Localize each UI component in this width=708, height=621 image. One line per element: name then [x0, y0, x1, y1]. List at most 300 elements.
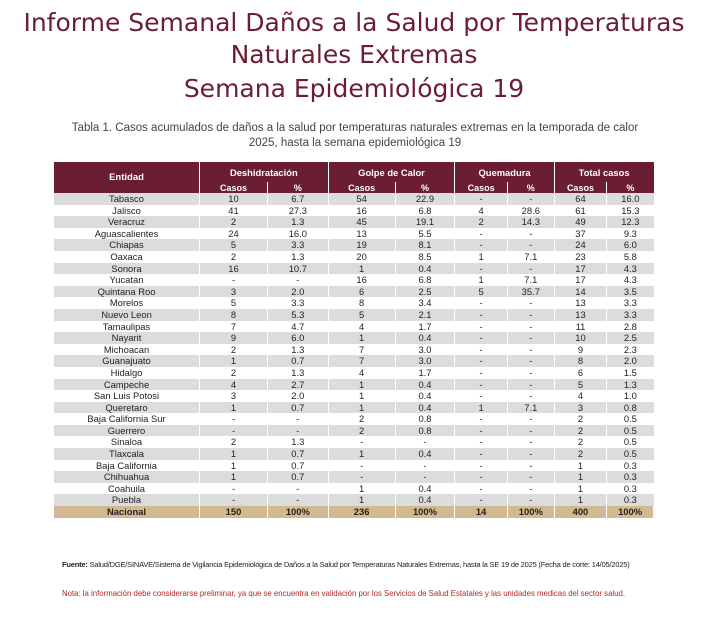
- value-cell: 2: [200, 436, 268, 448]
- value-cell: 0.8: [395, 425, 455, 437]
- value-cell: -: [455, 309, 508, 321]
- value-cell: 16: [328, 274, 395, 286]
- value-cell: 0.7: [268, 460, 329, 472]
- value-cell: 8.5: [395, 251, 455, 263]
- value-cell: -: [455, 228, 508, 240]
- preliminary-note: Nota: la información debe considerarse preliminar, ya que se encuentra en validación por los Servicios de Salud Estatales y las unidades medicas del sector salud.: [62, 589, 625, 598]
- value-cell: 9: [200, 332, 268, 344]
- value-cell: 0.4: [395, 263, 455, 275]
- value-cell: 2.8: [607, 321, 654, 333]
- value-cell: 1: [328, 263, 395, 275]
- value-cell: 5: [455, 286, 508, 298]
- value-cell: 0.7: [268, 402, 329, 414]
- value-cell: 1.3: [268, 251, 329, 263]
- table-row: [54, 413, 654, 425]
- value-cell: 4: [328, 367, 395, 379]
- value-cell: -: [455, 344, 508, 356]
- value-cell: 16.0: [607, 193, 654, 205]
- value-cell: 28.6: [507, 205, 554, 217]
- value-cell: 1: [200, 402, 268, 414]
- table-row: [54, 471, 654, 483]
- value-cell: -: [455, 332, 508, 344]
- value-cell: -: [200, 494, 268, 506]
- value-cell: 0.5: [607, 436, 654, 448]
- value-cell: 0.8: [607, 402, 654, 414]
- sub-header-pct: %: [268, 182, 329, 193]
- value-cell: -: [268, 483, 329, 495]
- value-cell: 3: [554, 402, 606, 414]
- table-row: [54, 297, 654, 309]
- value-cell: 7.1: [507, 251, 554, 263]
- table-row: [54, 367, 654, 379]
- value-cell: -: [507, 448, 554, 460]
- value-cell: 3.3: [607, 297, 654, 309]
- entidad-cell: Quintana Roo: [54, 286, 200, 298]
- value-cell: 12.3: [607, 216, 654, 228]
- source-note: [62, 560, 630, 569]
- value-cell: 10: [554, 332, 606, 344]
- value-cell: 6.8: [395, 274, 455, 286]
- value-cell: -: [507, 239, 554, 251]
- sub-header-casos: Casos: [200, 182, 268, 193]
- entidad-cell: Queretaro: [54, 402, 200, 414]
- value-cell: 0.4: [395, 402, 455, 414]
- sub-header-casos: Casos: [554, 182, 606, 193]
- entidad-cell: Michoacan: [54, 344, 200, 356]
- sub-header-pct: %: [395, 182, 455, 193]
- value-cell: 2.0: [268, 390, 329, 402]
- value-cell: 15.3: [607, 205, 654, 217]
- total-cell: 100%: [395, 506, 455, 518]
- value-cell: 1: [328, 494, 395, 506]
- value-cell: 1: [554, 483, 606, 495]
- value-cell: -: [328, 460, 395, 472]
- value-cell: -: [507, 332, 554, 344]
- value-cell: 64: [554, 193, 606, 205]
- value-cell: 2: [200, 367, 268, 379]
- value-cell: 0.5: [607, 448, 654, 460]
- value-cell: 1: [455, 274, 508, 286]
- table-row: [54, 239, 654, 251]
- value-cell: 8.1: [395, 239, 455, 251]
- value-cell: -: [507, 367, 554, 379]
- value-cell: 7: [328, 344, 395, 356]
- table-row: [54, 344, 654, 356]
- value-cell: 6: [554, 367, 606, 379]
- value-cell: -: [268, 425, 329, 437]
- value-cell: -: [200, 413, 268, 425]
- value-cell: 24: [554, 239, 606, 251]
- value-cell: 0.4: [395, 494, 455, 506]
- value-cell: 4: [328, 321, 395, 333]
- value-cell: -: [455, 436, 508, 448]
- value-cell: 5.3: [268, 309, 329, 321]
- value-cell: -: [455, 494, 508, 506]
- value-cell: -: [268, 494, 329, 506]
- entidad-cell: Tamaulipas: [54, 321, 200, 333]
- entidad-cell: Guanajuato: [54, 355, 200, 367]
- value-cell: 1.0: [607, 390, 654, 402]
- value-cell: 1: [328, 448, 395, 460]
- value-cell: -: [507, 344, 554, 356]
- value-cell: 4.3: [607, 263, 654, 275]
- table-row: [54, 355, 654, 367]
- value-cell: -: [507, 193, 554, 205]
- table-row: [54, 286, 654, 298]
- table-row: [54, 483, 654, 495]
- value-cell: 14: [554, 286, 606, 298]
- value-cell: 9: [554, 344, 606, 356]
- value-cell: -: [507, 436, 554, 448]
- value-cell: 23: [554, 251, 606, 263]
- value-cell: 9.3: [607, 228, 654, 240]
- value-cell: -: [507, 471, 554, 483]
- report-title-line1: Informe Semanal Daños a la Salud por Temperaturas: [23, 8, 685, 37]
- entidad-cell: Campeche: [54, 379, 200, 391]
- value-cell: -: [200, 274, 268, 286]
- value-cell: 1.3: [607, 379, 654, 391]
- value-cell: 6: [328, 286, 395, 298]
- value-cell: 2.3: [607, 344, 654, 356]
- value-cell: 10: [200, 193, 268, 205]
- entidad-cell: Veracruz: [54, 216, 200, 228]
- value-cell: 10.7: [268, 263, 329, 275]
- value-cell: 0.4: [395, 390, 455, 402]
- value-cell: 1: [328, 402, 395, 414]
- value-cell: -: [268, 413, 329, 425]
- value-cell: 4: [554, 390, 606, 402]
- value-cell: -: [507, 460, 554, 472]
- value-cell: 1.7: [395, 321, 455, 333]
- value-cell: 0.4: [395, 483, 455, 495]
- value-cell: 7.1: [507, 274, 554, 286]
- value-cell: 3.0: [395, 355, 455, 367]
- value-cell: -: [455, 460, 508, 472]
- value-cell: 2: [554, 425, 606, 437]
- value-cell: 1: [200, 355, 268, 367]
- value-cell: -: [507, 494, 554, 506]
- value-cell: 0.4: [395, 379, 455, 391]
- value-cell: 6.0: [607, 239, 654, 251]
- entidad-cell: Nayarit: [54, 332, 200, 344]
- value-cell: 5: [200, 239, 268, 251]
- value-cell: -: [395, 436, 455, 448]
- value-cell: 16: [328, 205, 395, 217]
- entidad-cell: Guerrero: [54, 425, 200, 437]
- value-cell: 2.0: [268, 286, 329, 298]
- value-cell: 14.3: [507, 216, 554, 228]
- value-cell: 0.8: [395, 413, 455, 425]
- entidad-cell: Jalisco: [54, 205, 200, 217]
- entidad-cell: Sinaloa: [54, 436, 200, 448]
- value-cell: -: [328, 436, 395, 448]
- value-cell: 1: [554, 471, 606, 483]
- entidad-cell: Morelos: [54, 297, 200, 309]
- total-cell: 236: [328, 506, 395, 518]
- value-cell: 2.1: [395, 309, 455, 321]
- value-cell: -: [200, 483, 268, 495]
- value-cell: 3.3: [268, 297, 329, 309]
- value-cell: 1: [328, 483, 395, 495]
- table-row: [54, 494, 654, 506]
- value-cell: 11: [554, 321, 606, 333]
- value-cell: 5.8: [607, 251, 654, 263]
- value-cell: 2.5: [607, 332, 654, 344]
- value-cell: -: [455, 425, 508, 437]
- value-cell: -: [507, 390, 554, 402]
- entidad-cell: Baja California Sur: [54, 413, 200, 425]
- sub-header-pct: %: [507, 182, 554, 193]
- source-label: Fuente:: [62, 560, 88, 569]
- value-cell: -: [200, 425, 268, 437]
- value-cell: 4.3: [607, 274, 654, 286]
- value-cell: 7: [328, 355, 395, 367]
- table-row: [54, 263, 654, 275]
- table-row: [54, 228, 654, 240]
- total-row: [54, 506, 654, 518]
- value-cell: 5: [328, 309, 395, 321]
- value-cell: 35.7: [507, 286, 554, 298]
- value-cell: -: [507, 263, 554, 275]
- value-cell: 7.1: [507, 402, 554, 414]
- value-cell: 2: [200, 251, 268, 263]
- total-cell: 100%: [507, 506, 554, 518]
- value-cell: 2: [200, 344, 268, 356]
- value-cell: 13: [554, 309, 606, 321]
- value-cell: 61: [554, 205, 606, 217]
- value-cell: -: [268, 274, 329, 286]
- value-cell: 19.1: [395, 216, 455, 228]
- value-cell: 1.3: [268, 436, 329, 448]
- group-header-golpe-calor: Golpe de Calor: [328, 162, 455, 182]
- value-cell: 5: [200, 297, 268, 309]
- total-cell: 400: [554, 506, 606, 518]
- value-cell: 0.3: [607, 483, 654, 495]
- table-row: [54, 402, 654, 414]
- value-cell: 1.3: [268, 344, 329, 356]
- group-header-total: Total casos: [554, 162, 653, 182]
- entidad-cell: Hidalgo: [54, 367, 200, 379]
- value-cell: 3.3: [607, 309, 654, 321]
- value-cell: 24: [200, 228, 268, 240]
- table-row: [54, 205, 654, 217]
- table-caption: Tabla 1. Casos acumulados de daños a la salud por temperaturas naturales extremas en la temporada de calor 2025, hasta la semana epidemiológica 19: [71, 122, 639, 149]
- value-cell: -: [455, 193, 508, 205]
- value-cell: 5.5: [395, 228, 455, 240]
- value-cell: 4: [200, 379, 268, 391]
- entidad-cell: Chihuahua: [54, 471, 200, 483]
- value-cell: 4.7: [268, 321, 329, 333]
- value-cell: -: [455, 355, 508, 367]
- value-cell: 1: [455, 251, 508, 263]
- value-cell: 0.7: [268, 448, 329, 460]
- value-cell: 0.4: [395, 332, 455, 344]
- value-cell: 0.5: [607, 425, 654, 437]
- value-cell: 2: [455, 216, 508, 228]
- value-cell: -: [455, 367, 508, 379]
- entidad-cell: Tlaxcala: [54, 448, 200, 460]
- value-cell: -: [395, 471, 455, 483]
- value-cell: -: [455, 379, 508, 391]
- value-cell: 3: [200, 390, 268, 402]
- value-cell: 1: [200, 448, 268, 460]
- table-row: [54, 460, 654, 472]
- total-cell: 100%: [268, 506, 329, 518]
- value-cell: 1: [554, 460, 606, 472]
- value-cell: 16.0: [268, 228, 329, 240]
- value-cell: 37: [554, 228, 606, 240]
- group-header-deshidratacion: Deshidratación: [200, 162, 329, 182]
- table-row: [54, 436, 654, 448]
- value-cell: 0.5: [607, 413, 654, 425]
- source-text: Salud/DGE/SINAVE/Sistema de Vigilancia Epidemiológica de Daños a la Salud por Temperaturas Naturales Extremas, hasta la SE 19 de 2025 (Fecha de corte: 14/05/2025): [87, 560, 630, 569]
- entidad-cell: Baja California: [54, 460, 200, 472]
- value-cell: 6.0: [268, 332, 329, 344]
- value-cell: 3: [200, 286, 268, 298]
- value-cell: 4: [455, 205, 508, 217]
- value-cell: -: [507, 425, 554, 437]
- table-row: [54, 425, 654, 437]
- table-row: [54, 332, 654, 344]
- value-cell: 1: [554, 494, 606, 506]
- sub-header-casos: Casos: [455, 182, 508, 193]
- value-cell: -: [507, 309, 554, 321]
- table-row: [54, 448, 654, 460]
- value-cell: 1.7: [395, 367, 455, 379]
- entidad-cell: San Luis Potosi: [54, 390, 200, 402]
- value-cell: 13: [328, 228, 395, 240]
- col-entidad-header: Entidad: [54, 162, 200, 193]
- value-cell: -: [455, 390, 508, 402]
- value-cell: 0.3: [607, 471, 654, 483]
- table-row: [54, 379, 654, 391]
- cases-table: [54, 162, 654, 518]
- value-cell: 1: [328, 332, 395, 344]
- value-cell: -: [455, 239, 508, 251]
- value-cell: -: [507, 228, 554, 240]
- value-cell: 0.3: [607, 494, 654, 506]
- value-cell: 8: [328, 297, 395, 309]
- value-cell: 0.7: [268, 471, 329, 483]
- value-cell: 6.8: [395, 205, 455, 217]
- entidad-cell: Coahuila: [54, 483, 200, 495]
- value-cell: 2: [554, 448, 606, 460]
- value-cell: 3.4: [395, 297, 455, 309]
- value-cell: 1.3: [268, 367, 329, 379]
- group-header-quemadura: Quemadura: [455, 162, 554, 182]
- table-row: [54, 274, 654, 286]
- value-cell: 1: [200, 460, 268, 472]
- report-title-line3: Semana Epidemiológica 19: [183, 74, 525, 103]
- table-row: [54, 193, 654, 205]
- table-body: [54, 193, 654, 506]
- value-cell: 2: [328, 413, 395, 425]
- total-cell: 150: [200, 506, 268, 518]
- value-cell: 3.3: [268, 239, 329, 251]
- value-cell: 3.5: [607, 286, 654, 298]
- value-cell: 2.0: [607, 355, 654, 367]
- value-cell: -: [455, 471, 508, 483]
- entidad-cell: Nuevo Leon: [54, 309, 200, 321]
- value-cell: 16: [200, 263, 268, 275]
- value-cell: 2: [554, 436, 606, 448]
- value-cell: 2: [200, 216, 268, 228]
- entidad-cell: Oaxaca: [54, 251, 200, 263]
- entidad-cell: Aguascalientes: [54, 228, 200, 240]
- value-cell: 20: [328, 251, 395, 263]
- value-cell: 41: [200, 205, 268, 217]
- value-cell: 13: [554, 297, 606, 309]
- value-cell: 2: [328, 425, 395, 437]
- value-cell: -: [507, 321, 554, 333]
- value-cell: 27.3: [268, 205, 329, 217]
- value-cell: 1: [455, 402, 508, 414]
- value-cell: 8: [200, 309, 268, 321]
- value-cell: 0.3: [607, 460, 654, 472]
- value-cell: 45: [328, 216, 395, 228]
- table-row: [54, 251, 654, 263]
- value-cell: 19: [328, 239, 395, 251]
- entidad-cell: Yucatan: [54, 274, 200, 286]
- value-cell: 1.5: [607, 367, 654, 379]
- value-cell: 3.0: [395, 344, 455, 356]
- total-cell: 14: [455, 506, 508, 518]
- value-cell: 49: [554, 216, 606, 228]
- value-cell: -: [507, 413, 554, 425]
- value-cell: -: [455, 413, 508, 425]
- value-cell: -: [507, 355, 554, 367]
- value-cell: 1.3: [268, 216, 329, 228]
- value-cell: -: [507, 483, 554, 495]
- table-row: [54, 216, 654, 228]
- value-cell: -: [455, 263, 508, 275]
- value-cell: 0.4: [395, 448, 455, 460]
- value-cell: 1: [200, 471, 268, 483]
- value-cell: -: [455, 321, 508, 333]
- value-cell: 6.7: [268, 193, 329, 205]
- value-cell: 2: [554, 413, 606, 425]
- value-cell: 7: [200, 321, 268, 333]
- entidad-cell: Sonora: [54, 263, 200, 275]
- value-cell: 8: [554, 355, 606, 367]
- sub-header-pct: %: [607, 182, 654, 193]
- value-cell: -: [455, 297, 508, 309]
- value-cell: 54: [328, 193, 395, 205]
- sub-header-casos: Casos: [328, 182, 395, 193]
- table-row: [54, 321, 654, 333]
- value-cell: 1: [328, 390, 395, 402]
- table-row: [54, 309, 654, 321]
- total-cell: 100%: [607, 506, 654, 518]
- value-cell: 2.5: [395, 286, 455, 298]
- total-cell: Nacional: [54, 506, 200, 518]
- value-cell: -: [507, 297, 554, 309]
- value-cell: -: [455, 483, 508, 495]
- value-cell: -: [507, 379, 554, 391]
- report-title-line2: Naturales Extremas: [230, 40, 478, 69]
- value-cell: 22.9: [395, 193, 455, 205]
- entidad-cell: Chiapas: [54, 239, 200, 251]
- value-cell: -: [455, 448, 508, 460]
- value-cell: 17: [554, 263, 606, 275]
- value-cell: -: [328, 471, 395, 483]
- entidad-cell: Puebla: [54, 494, 200, 506]
- value-cell: 0.7: [268, 355, 329, 367]
- value-cell: 1: [328, 379, 395, 391]
- value-cell: 2.7: [268, 379, 329, 391]
- table-row: [54, 390, 654, 402]
- value-cell: 17: [554, 274, 606, 286]
